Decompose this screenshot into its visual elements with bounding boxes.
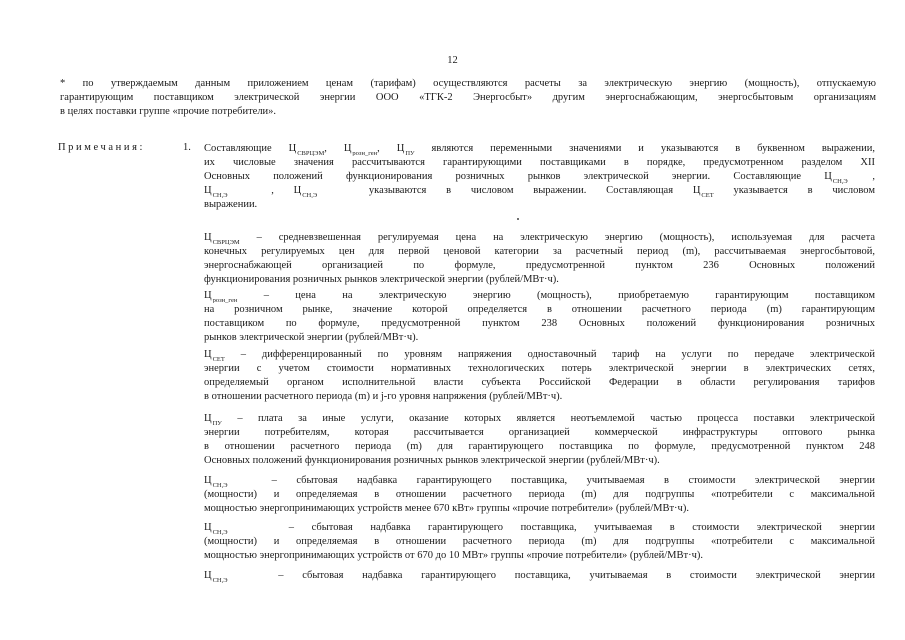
footnote [60, 77, 876, 119]
symbol-script [302, 192, 349, 198]
text-line: Составляющие Ц СВРЦЭМ , Ц розн_ген , Ц ПУ являются переменными значениями и указываются в буквенном выражении, [204, 142, 875, 156]
symbol-script [213, 420, 222, 426]
symbol-letter: Ц [204, 413, 212, 424]
text-line [204, 231, 875, 245]
symbol-sne-notless10 [204, 569, 260, 583]
symbol-superscript: СВРЦЭМ [212, 239, 240, 245]
text-fragment: – дифференцированный по уровням напряжения одноставочный тариф на услуги по передаче электрической [240, 349, 875, 360]
text-line: конечных регулируемых цен для первой ценовой категории за расчетный период (m), рассчитываемая энергосбытовой, [204, 246, 875, 257]
text-fragment: Основных положений функционирования розничных рынков электрической энергии. Составляющие [204, 171, 801, 182]
text-line: в отношении расчетного периода (m) и j-го уровня напряжения (рублей/МВт·ч). [204, 391, 563, 402]
text-line [204, 521, 875, 535]
text-fragment: являются переменными значениями и указываются в буквенном выражении, [431, 143, 875, 154]
symbol-script [297, 150, 324, 156]
text-fragment: – сбытовая надбавка гарантирующего поставщика, учитываемая в стоимости электрической энергии [278, 570, 875, 581]
footnote-line: в целях поставки группе «прочие потребители». [60, 106, 277, 117]
symbol-letter: Ц [204, 522, 212, 533]
notes-label: Примечания: [58, 142, 146, 153]
symbol-script [213, 356, 225, 362]
text-line: мощностью энергопринимающих устройств от 670 до 10 МВт» группы «прочие потребители» (рублей/МВт·ч). [204, 550, 703, 561]
symbol-letter: Ц [204, 570, 212, 581]
text-line: в отношении расчетного периода (m) для гарантирующего поставщика по формуле, предусмотренной пунктом 248 [204, 441, 875, 452]
symbol-letter: Ц [204, 232, 212, 243]
symbol-rozn-gen [204, 289, 237, 303]
text-line: энергии потребителям, которая рассчитывается организацией коммерческой инфраструктуры оптового рынка [204, 427, 875, 438]
symbol-superscript: СЕТ [701, 192, 714, 198]
symbol-script [405, 150, 414, 156]
symbol-superscript: СН,Э [832, 178, 848, 184]
symbol-superscript: СН,Э [302, 192, 318, 198]
symbol-superscript: СЕТ [212, 356, 225, 362]
text-line: (мощности) и определяемая в отношении расчетного периода (m) для подгруппы «потребители с максимальной [204, 489, 875, 500]
symbol-rozn-gen [344, 142, 377, 156]
page-number: 12 [447, 55, 458, 66]
text-fragment: – сбытовая надбавка гарантирующего поставщика, учитываемая в стоимости электрической энергии [288, 522, 875, 533]
symbol-sne-less670 [824, 170, 872, 184]
note-paragraph [204, 474, 875, 516]
text-fragment: указываются в числовом выражении. Составляющая [368, 185, 674, 196]
text-line [204, 569, 875, 583]
text-line: определяемый органом исполнительной власти субъекта Российской Федерации в области регулирования тарифов [204, 377, 875, 388]
symbol-set [693, 184, 714, 198]
symbol-script [213, 529, 272, 535]
symbol-superscript: СН,Э [212, 482, 228, 488]
symbol-letter: Ц [204, 475, 212, 486]
symbol-superscript: ПУ [212, 420, 222, 426]
note-paragraph [204, 412, 875, 468]
text-line: Ц СН,Э , Ц СН,Э указываются в числовом выражении. Составляющая Ц СЕТ указывается в числовом [204, 184, 875, 198]
text-line: на розничном рынке, значение которой определяется в отношении расчетного периода (m) гарантирующим [204, 304, 875, 315]
symbol-pu [204, 412, 222, 426]
footnote-line: гарантирующим поставщиком электрической энергии ООО «ТГК-2 Энергосбыт» другим энергоснабжающим, энергосбытовым организациям [60, 92, 876, 103]
text-line [204, 474, 875, 488]
text-line: мощностью энергопринимающих устройств менее 670 кВт» группы «прочие потребители» (рублей/МВт·ч). [204, 503, 689, 514]
symbol-svrcem [204, 231, 240, 245]
note-paragraph [204, 142, 875, 212]
text-line [204, 348, 875, 362]
symbol-script [701, 192, 713, 198]
symbol-set [204, 348, 225, 362]
note-paragraph [204, 289, 875, 345]
symbol-sne-from670 [204, 184, 271, 198]
item-number: 1. [183, 142, 191, 153]
symbol-superscript: СВРЦЭМ [297, 150, 325, 156]
symbol-script [213, 192, 272, 198]
text-line [204, 412, 875, 426]
text-line: их числовые значения рассчитываются гарантирующими поставщиками в порядке, предусмотренном разделом XII [204, 157, 875, 168]
symbol-letter: Ц [396, 143, 405, 154]
symbol-script [213, 297, 238, 303]
text-line: поставщиком по формуле, предусмотренной пунктом 238 Основных положений функционирования розничных [204, 318, 875, 329]
symbol-script [213, 482, 253, 488]
text-fragment: – цена на электрическую энергию (мощность), приобретаемую гарантирующим поставщиком [263, 290, 875, 301]
symbol-script [352, 150, 377, 156]
symbol-superscript: СН,Э [212, 577, 228, 583]
text-line [204, 289, 875, 303]
text-fragment: Составляющие [204, 143, 272, 154]
symbol-letter: Ц [692, 185, 701, 196]
symbol-pu [397, 142, 415, 156]
note-paragraph [204, 231, 875, 287]
symbol-superscript: СН,Э [212, 529, 228, 535]
text-fragment: – сбытовая надбавка гарантирующего поставщика, учитываемая в стоимости электрической энергии [271, 475, 875, 486]
text-line: Основных положений функционирования розничных рынков электрической энергии. Составляющие Ц СН,Э , [204, 170, 875, 184]
symbol-letter: Ц [204, 349, 212, 360]
symbol-letter: Ц [204, 185, 212, 196]
text-line: (мощности) и определяемая в отношении расчетного периода (m) для подгруппы «потребители с максимальной [204, 536, 875, 547]
text-line: Основных положений функционирования розничных рынков электрической энергии (рублей/МВт·ч). [204, 455, 660, 466]
symbol-superscript: ПУ [405, 150, 415, 156]
symbol-sne-less670 [204, 474, 252, 488]
text-fragment: – плата за иные услуги, оказание которых является неотъемлемой частью процесса поставки электрической [237, 413, 875, 424]
note-paragraph [204, 521, 875, 563]
footnote-line: * по утверждаемым данным приложением ценам (тарифам) осуществляются расчеты за электрическую энергию (мощность), отпускаемую [60, 78, 876, 89]
note-paragraph [204, 348, 875, 404]
symbol-superscript: розн_ген [352, 150, 378, 156]
symbol-script [833, 178, 873, 184]
scan-speck [517, 218, 519, 220]
symbol-sne-notless10 [294, 184, 350, 198]
text-line: рынков электрической энергии (рублей/МВт·ч). [204, 332, 419, 343]
symbol-letter: Ц [293, 185, 302, 196]
note-paragraph [204, 569, 875, 583]
text-fragment: указывается в числовом [733, 185, 875, 196]
text-line: энергии с учетом стоимости нормативных технологических потерь электрической энергии в электрических сетях, [204, 363, 875, 374]
text-line: функционирования розничных рынков электрической энергии (рублей/МВт·ч). [204, 274, 559, 285]
symbol-letter: Ц [288, 143, 297, 154]
symbol-superscript: розн_ген [212, 297, 238, 303]
symbol-script [213, 239, 240, 245]
symbol-svrcem [289, 142, 325, 156]
symbol-sne-from670 [204, 521, 271, 535]
text-fragment: – средневзвешенная регулируемая цена на электрическую энергию (мощность), используемая для расчета [256, 232, 875, 243]
symbol-superscript: СН,Э [212, 192, 228, 198]
text-line: выражении. [204, 199, 258, 210]
text-line: энергоснабжающей организацией по формуле, предусмотренной пунктом 236 Основных положений [204, 260, 875, 271]
symbol-letter: Ц [343, 143, 352, 154]
symbol-letter: Ц [204, 290, 212, 301]
symbol-letter: Ц [824, 171, 832, 182]
symbol-script [213, 577, 260, 583]
